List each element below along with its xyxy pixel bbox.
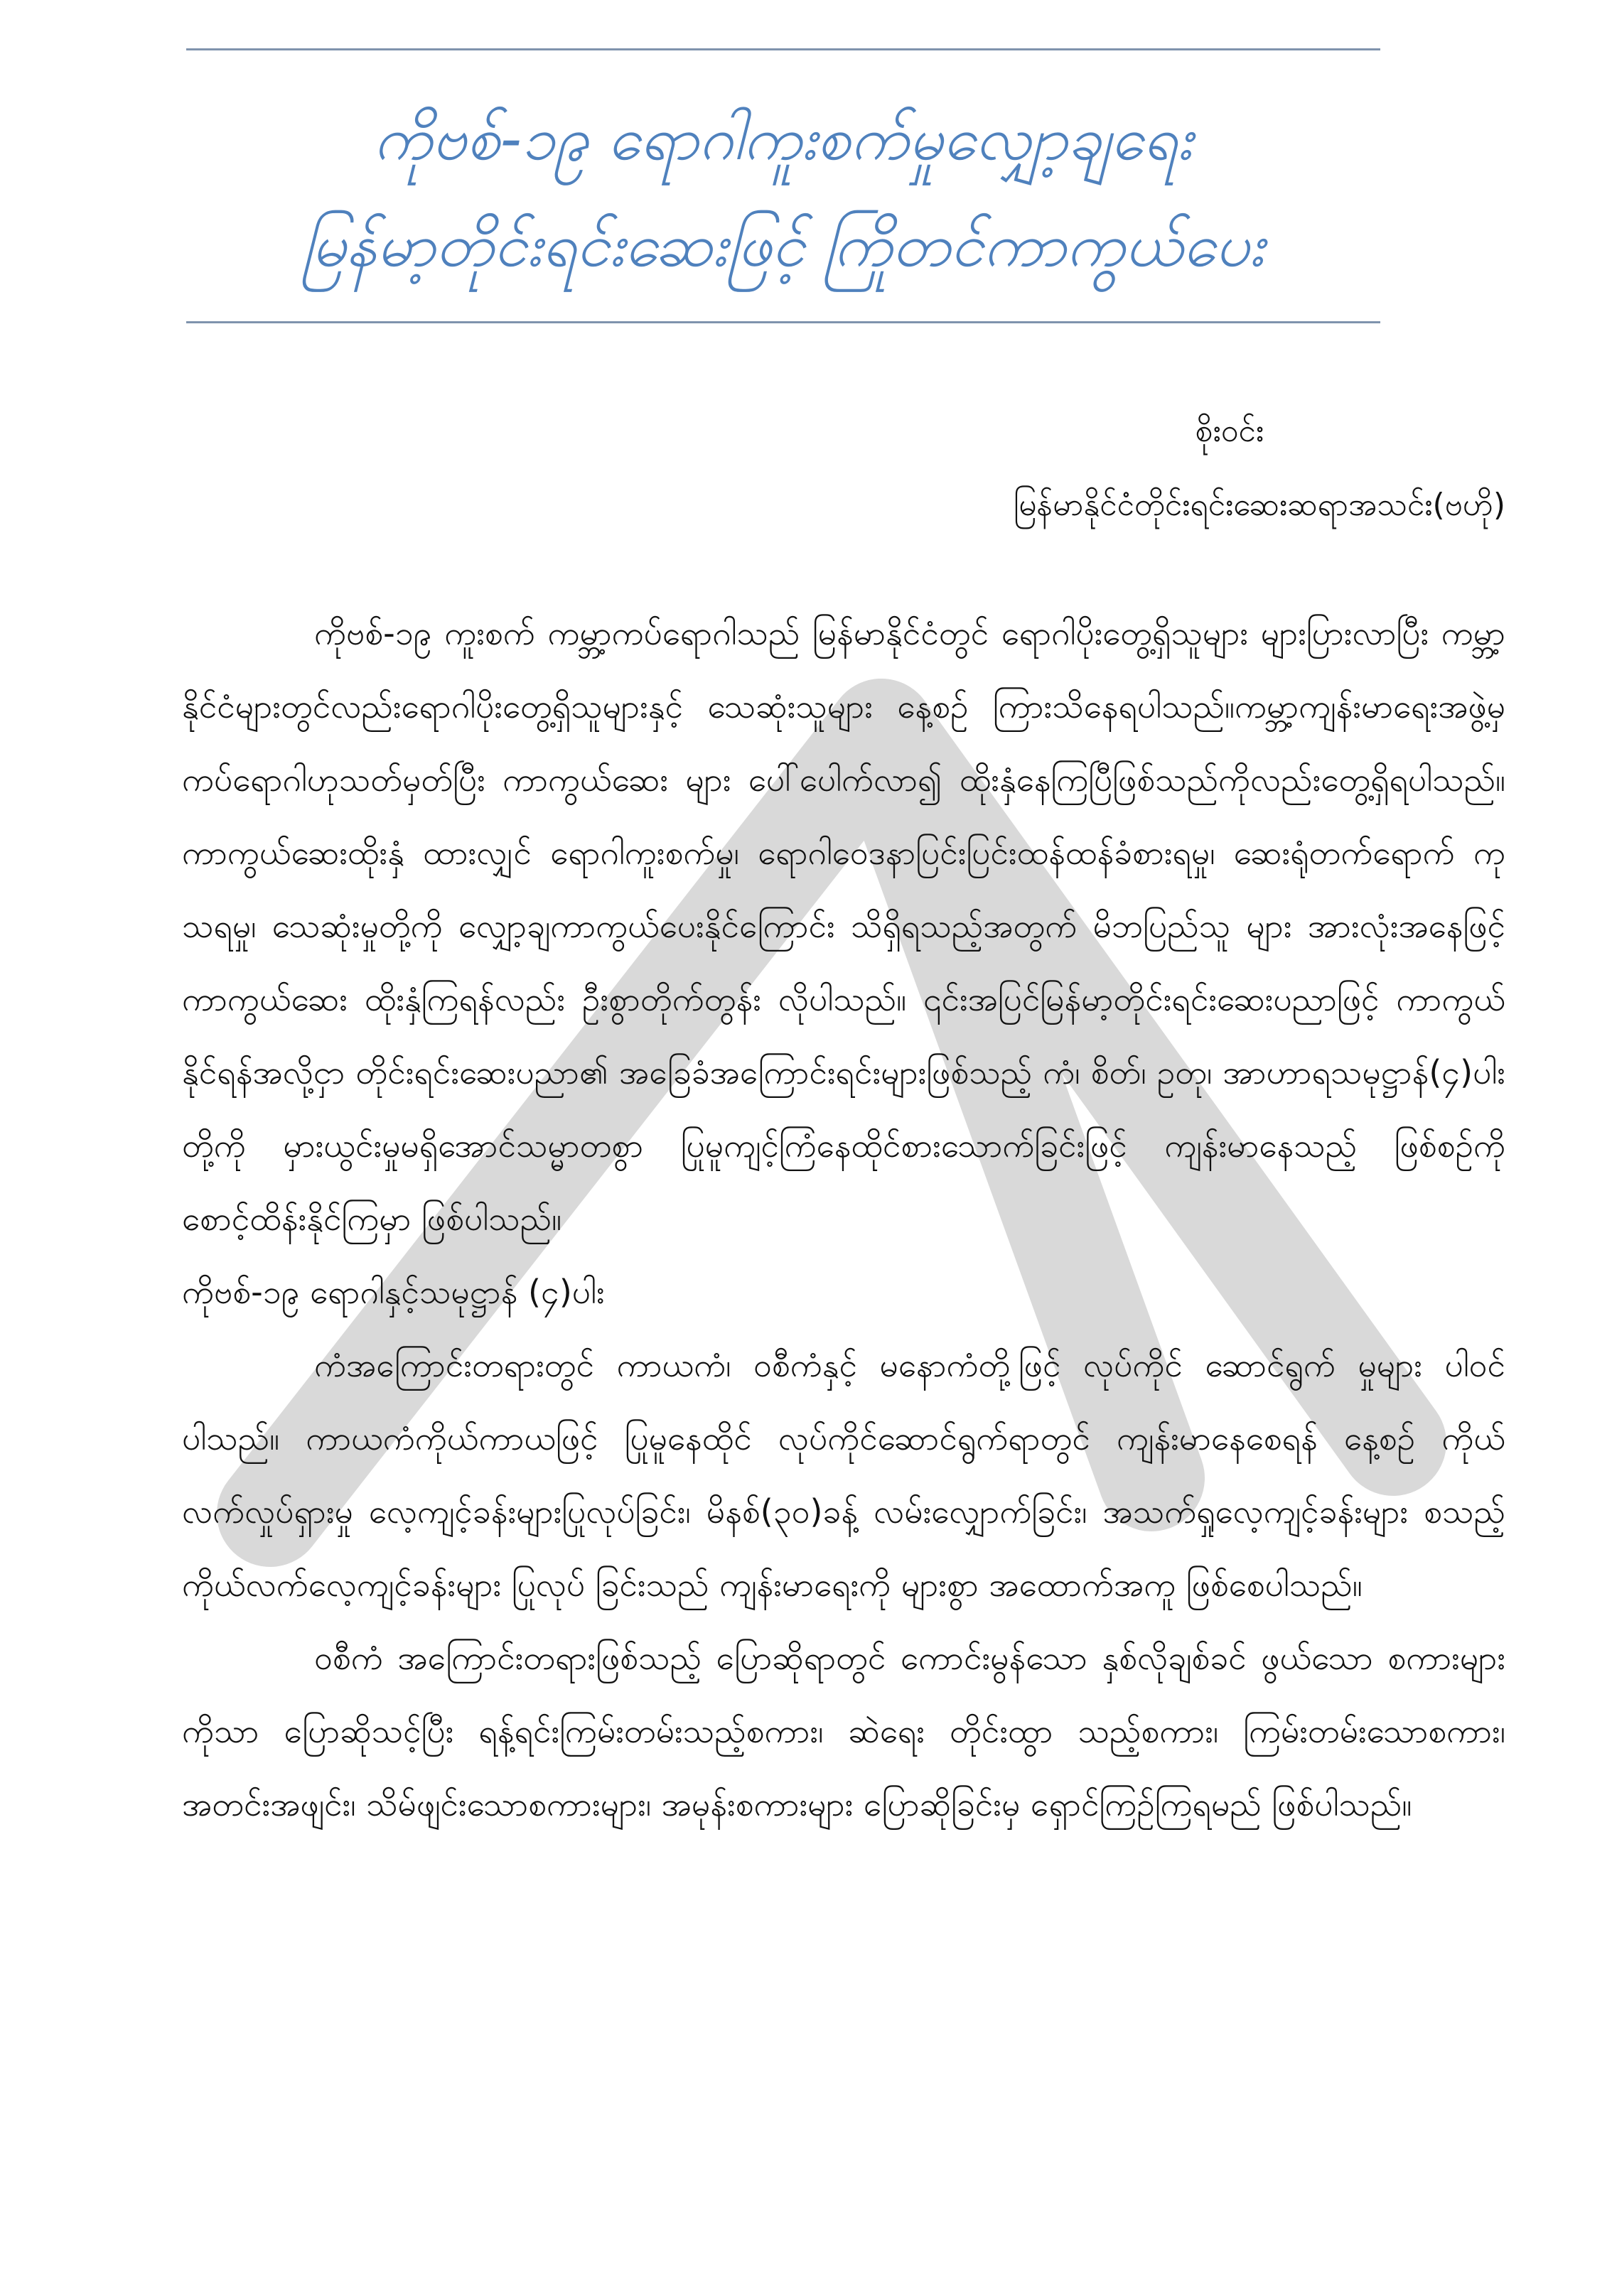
title-line-1: ကိုဗစ်-၁၉ ရောဂါကူးစက်မှုလျှော့ချရေး [374, 104, 1193, 173]
article-body [182, 597, 1505, 1841]
byline [1014, 394, 1505, 542]
paragraph-1: ကိုဗစ်-၁၉ ကူးစက် ကမ္ဘာ့ကပ်ရောဂါသည် မြန်မာနိုင်ငံတွင် ရောဂါပိုးတွေ့ရှိသူများ များပြားလာပြီး ကမ္ဘာ့နိုင်ငံများတွင်လည်းရောဂါပိုးတွေ့ရှိသူများနှင့် သေဆုံးသူများ နေ့စဉ် ကြားသိနေရပါသည်။ကမ္ဘာ့ကျန်းမာရေးအဖွဲ့မှ ကပ်ရောဂါဟုသတ်မှတ်ပြီး ကာကွယ်ဆေး များ ပေါ်ပေါက်လာ၍ ထိုးနှံနေကြပြီဖြစ်သည်ကိုလည်းတွေ့ရှိရပါသည်။ ကာကွယ်ဆေးထိုးနှံ ထားလျှင် ရောဂါကူးစက်မှု၊ ရောဂါဝေဒနာပြင်းပြင်းထန်ထန်ခံစားရမှု၊ ဆေးရုံတက်ရောက် ကုသရမှု၊ သေဆုံးမှုတို့ကို လျှော့ချကာကွယ်ပေးနိုင်ကြောင်း သိရှိရသည့်အတွက် မိဘပြည်သူ များ အားလုံးအနေဖြင့် ကာကွယ်ဆေး ထိုးနှံကြရန်လည်း ဦးစွာတိုက်တွန်း လိုပါသည်။ ၎င်းအပြင်မြန်မာ့တိုင်းရင်းဆေးပညာဖြင့် ကာကွယ်နိုင်ရန်အလို့ငှာ တိုင်းရင်းဆေးပညာ၏ အခြေခံအကြောင်းရင်းများဖြစ်သည့် ကံ၊ စိတ်၊ ဥတု၊ အာဟာရသမုဋ္ဌာန်(၄)ပါးတို့ကို မှားယွင်းမှုမရှိအောင်သမ္မာတစွာ ပြုမူကျင့်ကြံနေထိုင်စားသောက်ခြင်းဖြင့် ကျန်းမာနေသည့် ဖြစ်စဉ်ကို စောင့်ထိန်းနိုင်ကြမှာ ဖြစ်ပါသည်။ [182, 614, 1505, 1238]
title-bottom-rule [186, 321, 1380, 323]
title-line-2: မြန်မာ့တိုင်းရင်းဆေးဖြင့် ကြိုတင်ကာကွယ်ပေး [301, 210, 1265, 280]
paragraph-2: ကံအကြောင်းတရားတွင် ကာယကံ၊ ဝစီကံနှင့် မနောကံတို့ဖြင့် လုပ်ကိုင် ဆောင်ရွက် မှုများ ပါဝင်ပါသည်။ ကာယကံကိုယ်ကာယဖြင့် ပြုမူနေထိုင် လုပ်ကိုင်ဆောင်ရွက်ရာတွင် ကျန်းမာနေစေရန် နေ့စဉ် ကိုယ်လက်လှုပ်ရှားမှု လေ့ကျင့်ခန်းများပြုလုပ်ခြင်း၊ မိနစ်(၃၀)ခန့် လမ်းလျှောက်ခြင်း၊ အသက်ရှုလေ့ကျင့်ခန်းများ စသည့် ကိုယ်လက်လေ့ကျင့်ခန်းများ ပြုလုပ် ခြင်းသည် ကျန်းမာရေးကို များစွာ အထောက်အကူ ဖြစ်စေပါသည်။ [182, 1346, 1505, 1604]
author-name: စိုးဝင်း [1195, 413, 1264, 449]
title-top-rule [186, 48, 1380, 50]
article-title [186, 85, 1380, 298]
author-affiliation: မြန်မာနိုင်ငံတိုင်းရင်းဆေးဆရာအသင်း(ဗဟို) [1013, 487, 1505, 523]
section-subheading: ကိုဗစ်-၁၉ ရောဂါနှင့်သမုဋ္ဌာန် (၄)ပါး [182, 1273, 605, 1311]
paragraph-3: ဝစီကံ အကြောင်းတရားဖြစ်သည့် ပြောဆိုရာတွင် ကောင်းမွန်သော နှစ်လိုချစ်ခင် ဖွယ်သော စကားများကိုသာ ပြောဆိုသင့်ပြီး ရန့်ရင်းကြမ်းတမ်းသည့်စကား၊ ဆဲရေး တိုင်းထွာ သည့်စကား၊ ကြမ်းတမ်းသောစကား၊ အတင်းအဖျင်း၊ သိမ်ဖျင်းသောစကားများ၊ အမုန်းစကားများ ပြောဆိုခြင်းမှ ရှောင်ကြဉ်ကြရမည် ဖြစ်ပါသည်။ [182, 1639, 1505, 1823]
